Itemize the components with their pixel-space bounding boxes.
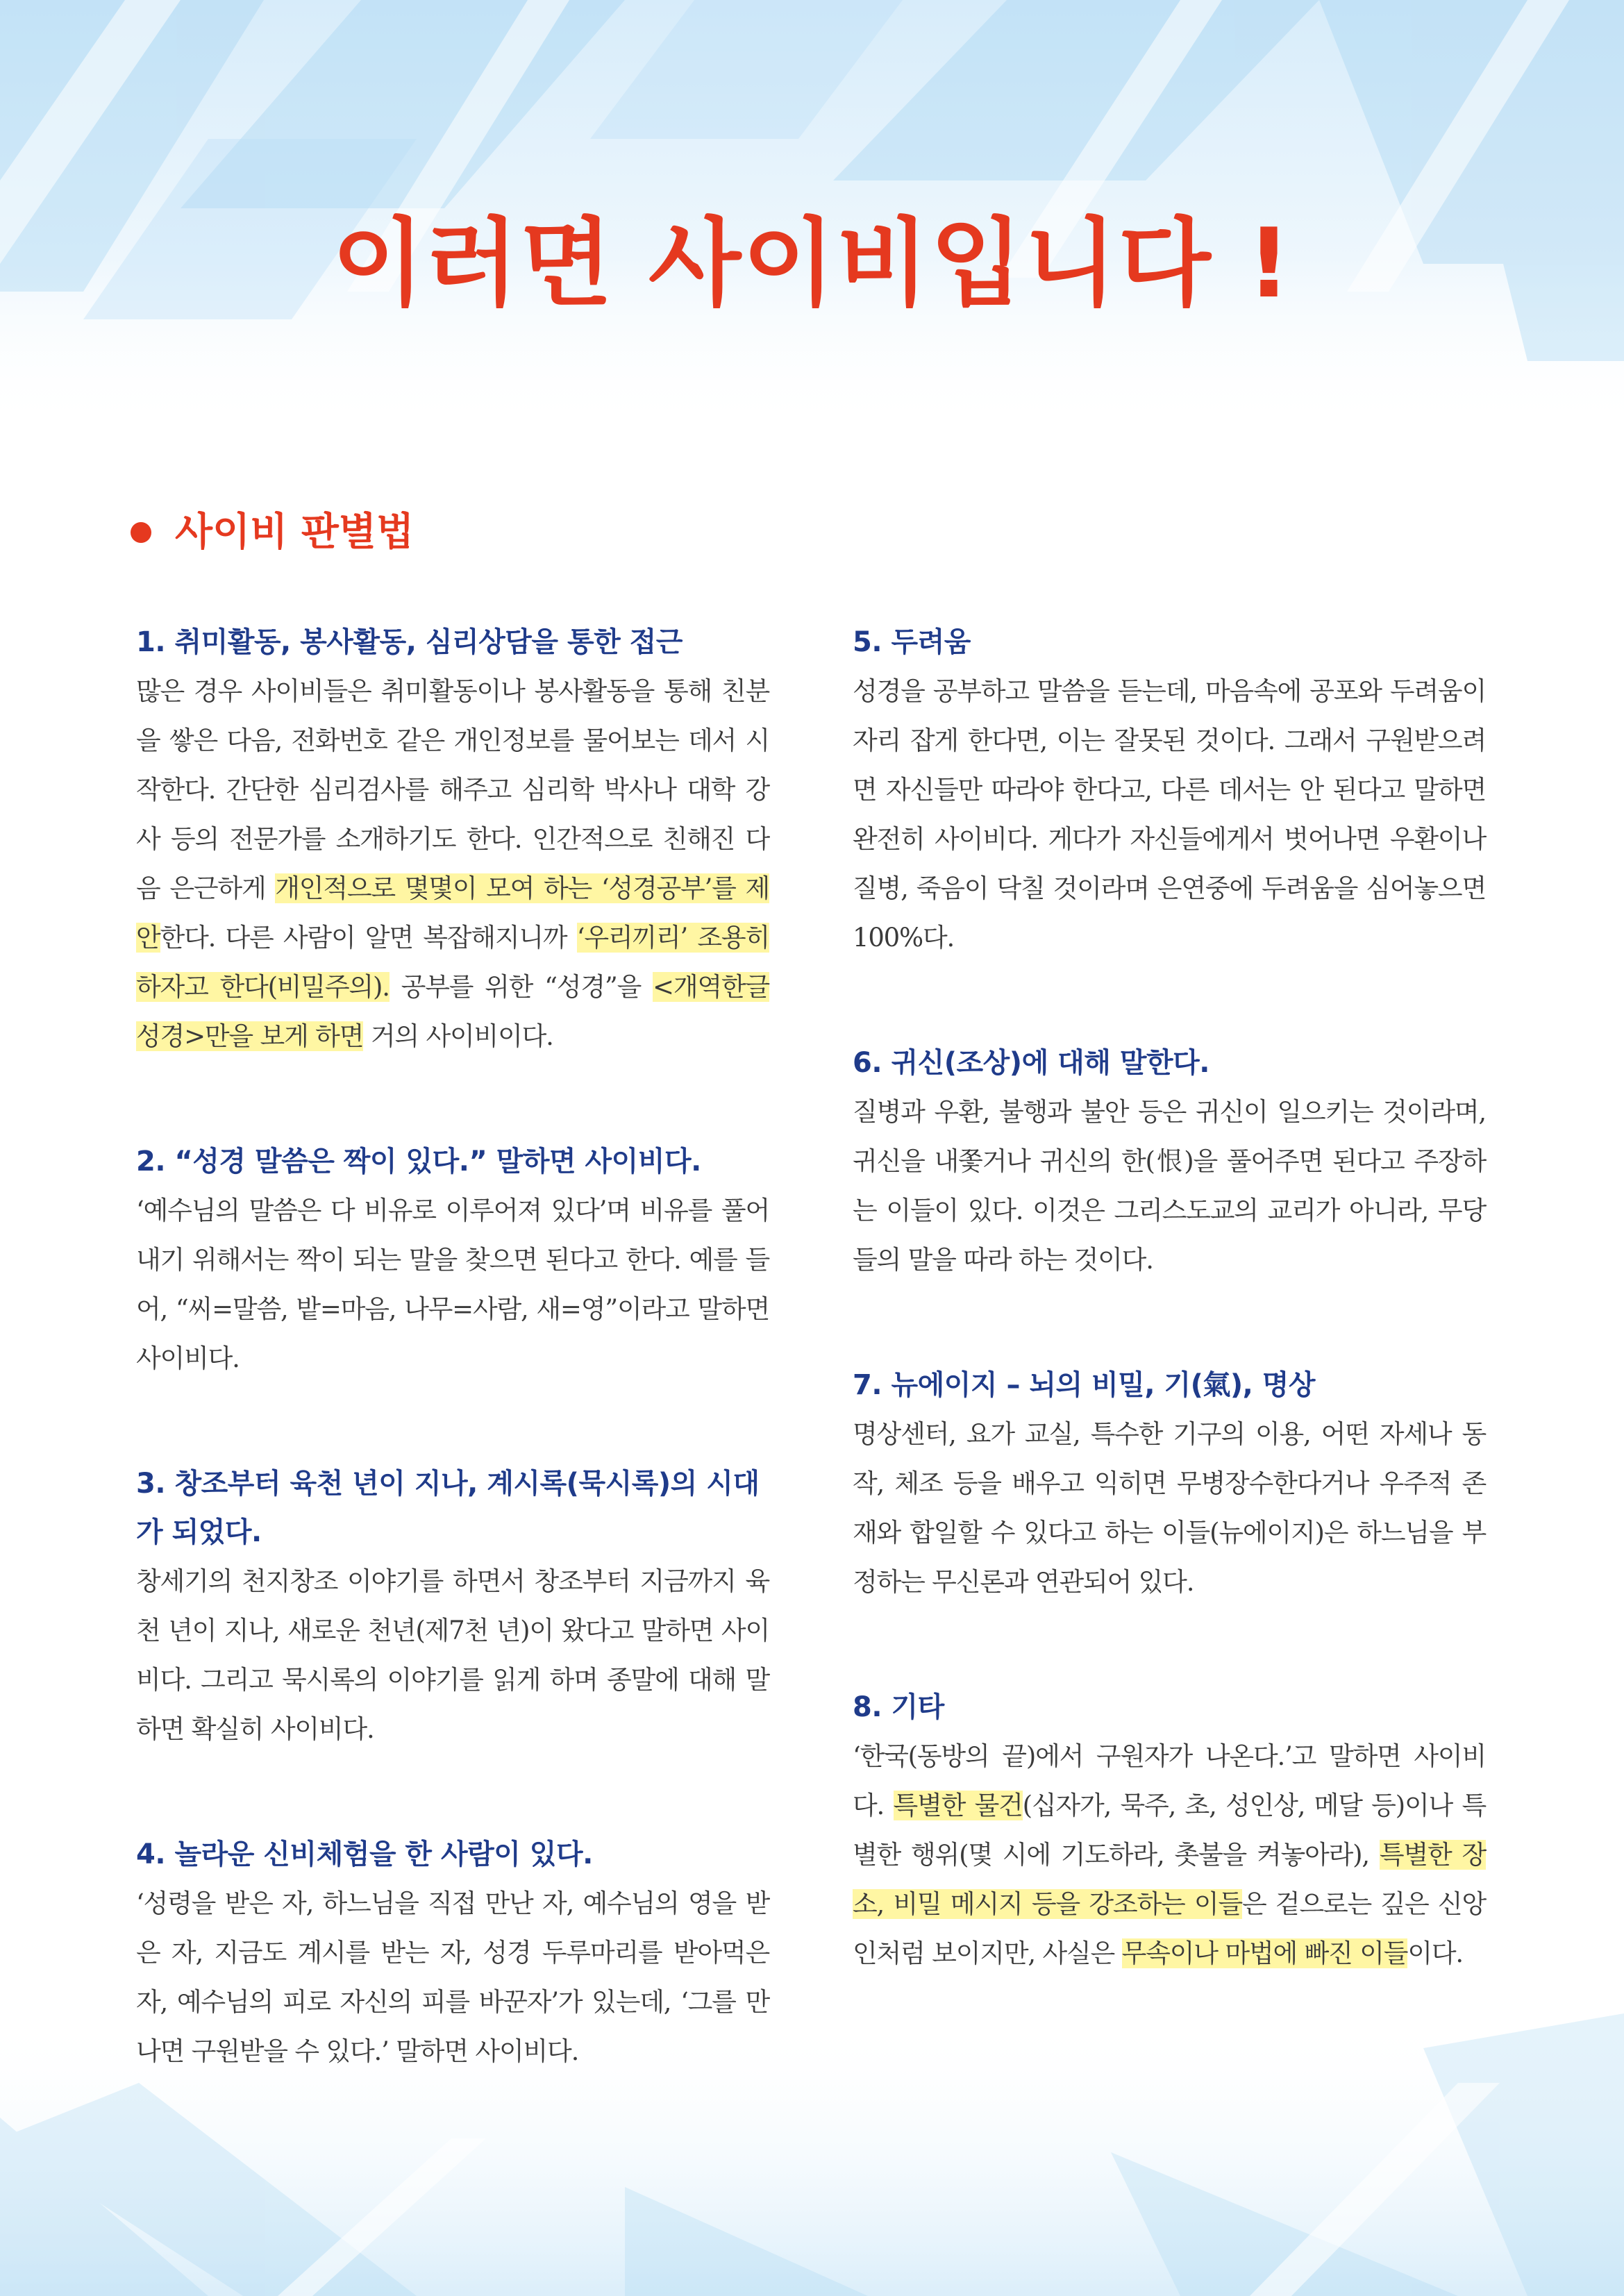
criterion-title: 5. 두려움 bbox=[853, 626, 971, 658]
body-text: 명상센터, 요가 교실, 특수한 기구의 이용, 어떤 자세나 동작, 체조 등을 배우고 익히면 무병장수한다거나 우주적 존재와 합일할 수 있다고 하는 이들(뉴에이지)은 하느님을 부정하는 무신론과 연관되어 있다. bbox=[853, 1419, 1486, 1597]
body-text: 창세기의 천지창조 이야기를 하면서 창조부터 지금까지 육천 년이 지나, 새로운 천년(제7천 년)이 왔다고 말하면 사이비다. 그리고 묵시록의 이야기를 읽게 하며 종말에 대해 말하면 확실히 사이비다. bbox=[136, 1566, 769, 1744]
criterion-body bbox=[136, 1879, 769, 2076]
page-title: 이러면 사이비입니다 ! bbox=[332, 208, 1292, 319]
criterion-6 bbox=[853, 1039, 1486, 1284]
highlighted-text: 특별한 장소, 비밀 메시지 등을 강조하는 이들 bbox=[853, 1840, 1486, 1919]
body-text: ‘한국(동방의 끝)에서 구원자가 나온다.’고 말하면 사이비다. bbox=[853, 1741, 1486, 1820]
criterion-title: 4. 놀라운 신비체험을 한 사람이 있다. bbox=[136, 1838, 593, 1870]
criterion-title: 1. 취미활동, 봉사활동, 심리상담을 통한 접근 bbox=[136, 626, 683, 658]
highlighted-text: 특별한 물건 bbox=[893, 1791, 1023, 1820]
criterion-body bbox=[853, 1409, 1486, 1607]
criterion-8 bbox=[853, 1683, 1486, 1978]
criterion-title: 3. 창조부터 육천 년이 지나, 계시록(묵시록)의 시대가 되었다. bbox=[136, 1468, 760, 1548]
body-text: 은 겉으로는 깊은 신앙인처럼 보이지만, 사실은 bbox=[853, 1889, 1486, 1968]
criterion-body bbox=[853, 1087, 1486, 1284]
highlighted-text: 무속이나 마법에 빠진 이들 bbox=[1121, 1938, 1408, 1968]
right-column bbox=[853, 618, 1486, 1978]
body-text: 거의 사이비이다. bbox=[363, 1021, 553, 1051]
highlighted-text: ‘우리끼리’ 조용히 하자고 한다(비밀주의). bbox=[136, 923, 770, 1002]
left-column bbox=[136, 618, 769, 2076]
section-heading-label: 사이비 판별법 bbox=[175, 510, 415, 555]
body-text: 성경을 공부하고 말씀을 듣는데, 마음속에 공포와 두려움이 자리 잡게 한다면, 이는 잘못된 것이다. 그래서 구원받으려면 자신들만 따라야 한다고, 다른 데서는 안 된다고 말하면 완전히 사이비다. 게다가 자신들에게서 벗어나면 우환이나 질병, 죽음이 닥칠 것이라며 은연중에 두려움을 심어놓으면 100%다. bbox=[853, 676, 1486, 953]
criterion-title: 8. 기타 bbox=[853, 1691, 944, 1723]
criterion-title: 2. “성경 말씀은 짝이 있다.” 말하면 사이비다. bbox=[136, 1146, 701, 1178]
highlighted-text: <개역한글성경>만을 보게 하면 bbox=[136, 972, 769, 1051]
criterion-title: 7. 뉴에이지 – 뇌의 비밀, 기(氣), 명상 bbox=[853, 1369, 1316, 1401]
body-text: 많은 경우 사이비들은 취미활동이나 봉사활동을 통해 친분을 쌓은 다음, 전화번호 같은 개인정보를 물어보는 데서 시작한다. 간단한 심리검사를 해주고 심리학 박사나 대학 강사 등의 전문가를 소개하기도 한다. 인간적으로 친해진 다음 은근하게 bbox=[136, 676, 769, 903]
criterion-body bbox=[136, 1186, 769, 1383]
criterion-1 bbox=[136, 618, 769, 1061]
criterion-2 bbox=[136, 1137, 769, 1383]
body-text: (십자가, 묵주, 초, 성인상, 메달 등)이나 특별한 행위(몇 시에 기도하라, 촛불을 켜놓아라), bbox=[853, 1791, 1486, 1870]
criterion-7 bbox=[853, 1361, 1486, 1607]
criterion-body bbox=[853, 667, 1486, 962]
criterion-3 bbox=[136, 1459, 769, 1754]
criterion-body bbox=[136, 1557, 769, 1754]
criterion-body bbox=[136, 667, 769, 1061]
highlighted-text: 개인적으로 몇몇이 모여 하는 ‘성경공부’를 제안 bbox=[136, 873, 769, 953]
body-text: 한다. 다른 사람이 알면 복잡해지니까 bbox=[160, 923, 577, 953]
criterion-5 bbox=[853, 618, 1486, 962]
section-heading bbox=[131, 501, 414, 564]
bullet-dot-icon bbox=[131, 522, 151, 543]
body-text: ‘예수님의 말씀은 다 비유로 이루어져 있다’며 비유를 풀어내기 위해서는 짝이 되는 말을 찾으면 된다고 한다. 예를 들어, “씨=말씀, 밭=마음, 나무=사람, 새=영”이라고 말하면 사이비다. bbox=[136, 1196, 769, 1373]
body-text: 질병과 우환, 불행과 불안 등은 귀신이 일으키는 것이라며, 귀신을 내쫓거나 귀신의 한(恨)을 풀어주면 된다고 주장하는 이들이 있다. 이것은 그리스도교의 교리가 아니라, 무당들의 말을 따라 하는 것이다. bbox=[853, 1097, 1486, 1275]
criterion-4 bbox=[136, 1830, 769, 2076]
criterion-title: 6. 귀신(조상)에 대해 말한다. bbox=[853, 1047, 1209, 1079]
body-text: 이다. bbox=[1407, 1938, 1463, 1968]
criterion-body bbox=[853, 1732, 1486, 1978]
body-text: ‘성령을 받은 자, 하느님을 직접 만난 자, 예수님의 영을 받은 자, 지금도 계시를 받는 자, 성경 두루마리를 받아먹은 자, 예수님의 피로 자신의 피를 바꾼자’가 있는데, ‘그를 만나면 구원받을 수 있다.’ 말하면 사이비다. bbox=[136, 1888, 769, 2066]
body-text: 공부를 위한 “성경”을 bbox=[389, 972, 653, 1002]
